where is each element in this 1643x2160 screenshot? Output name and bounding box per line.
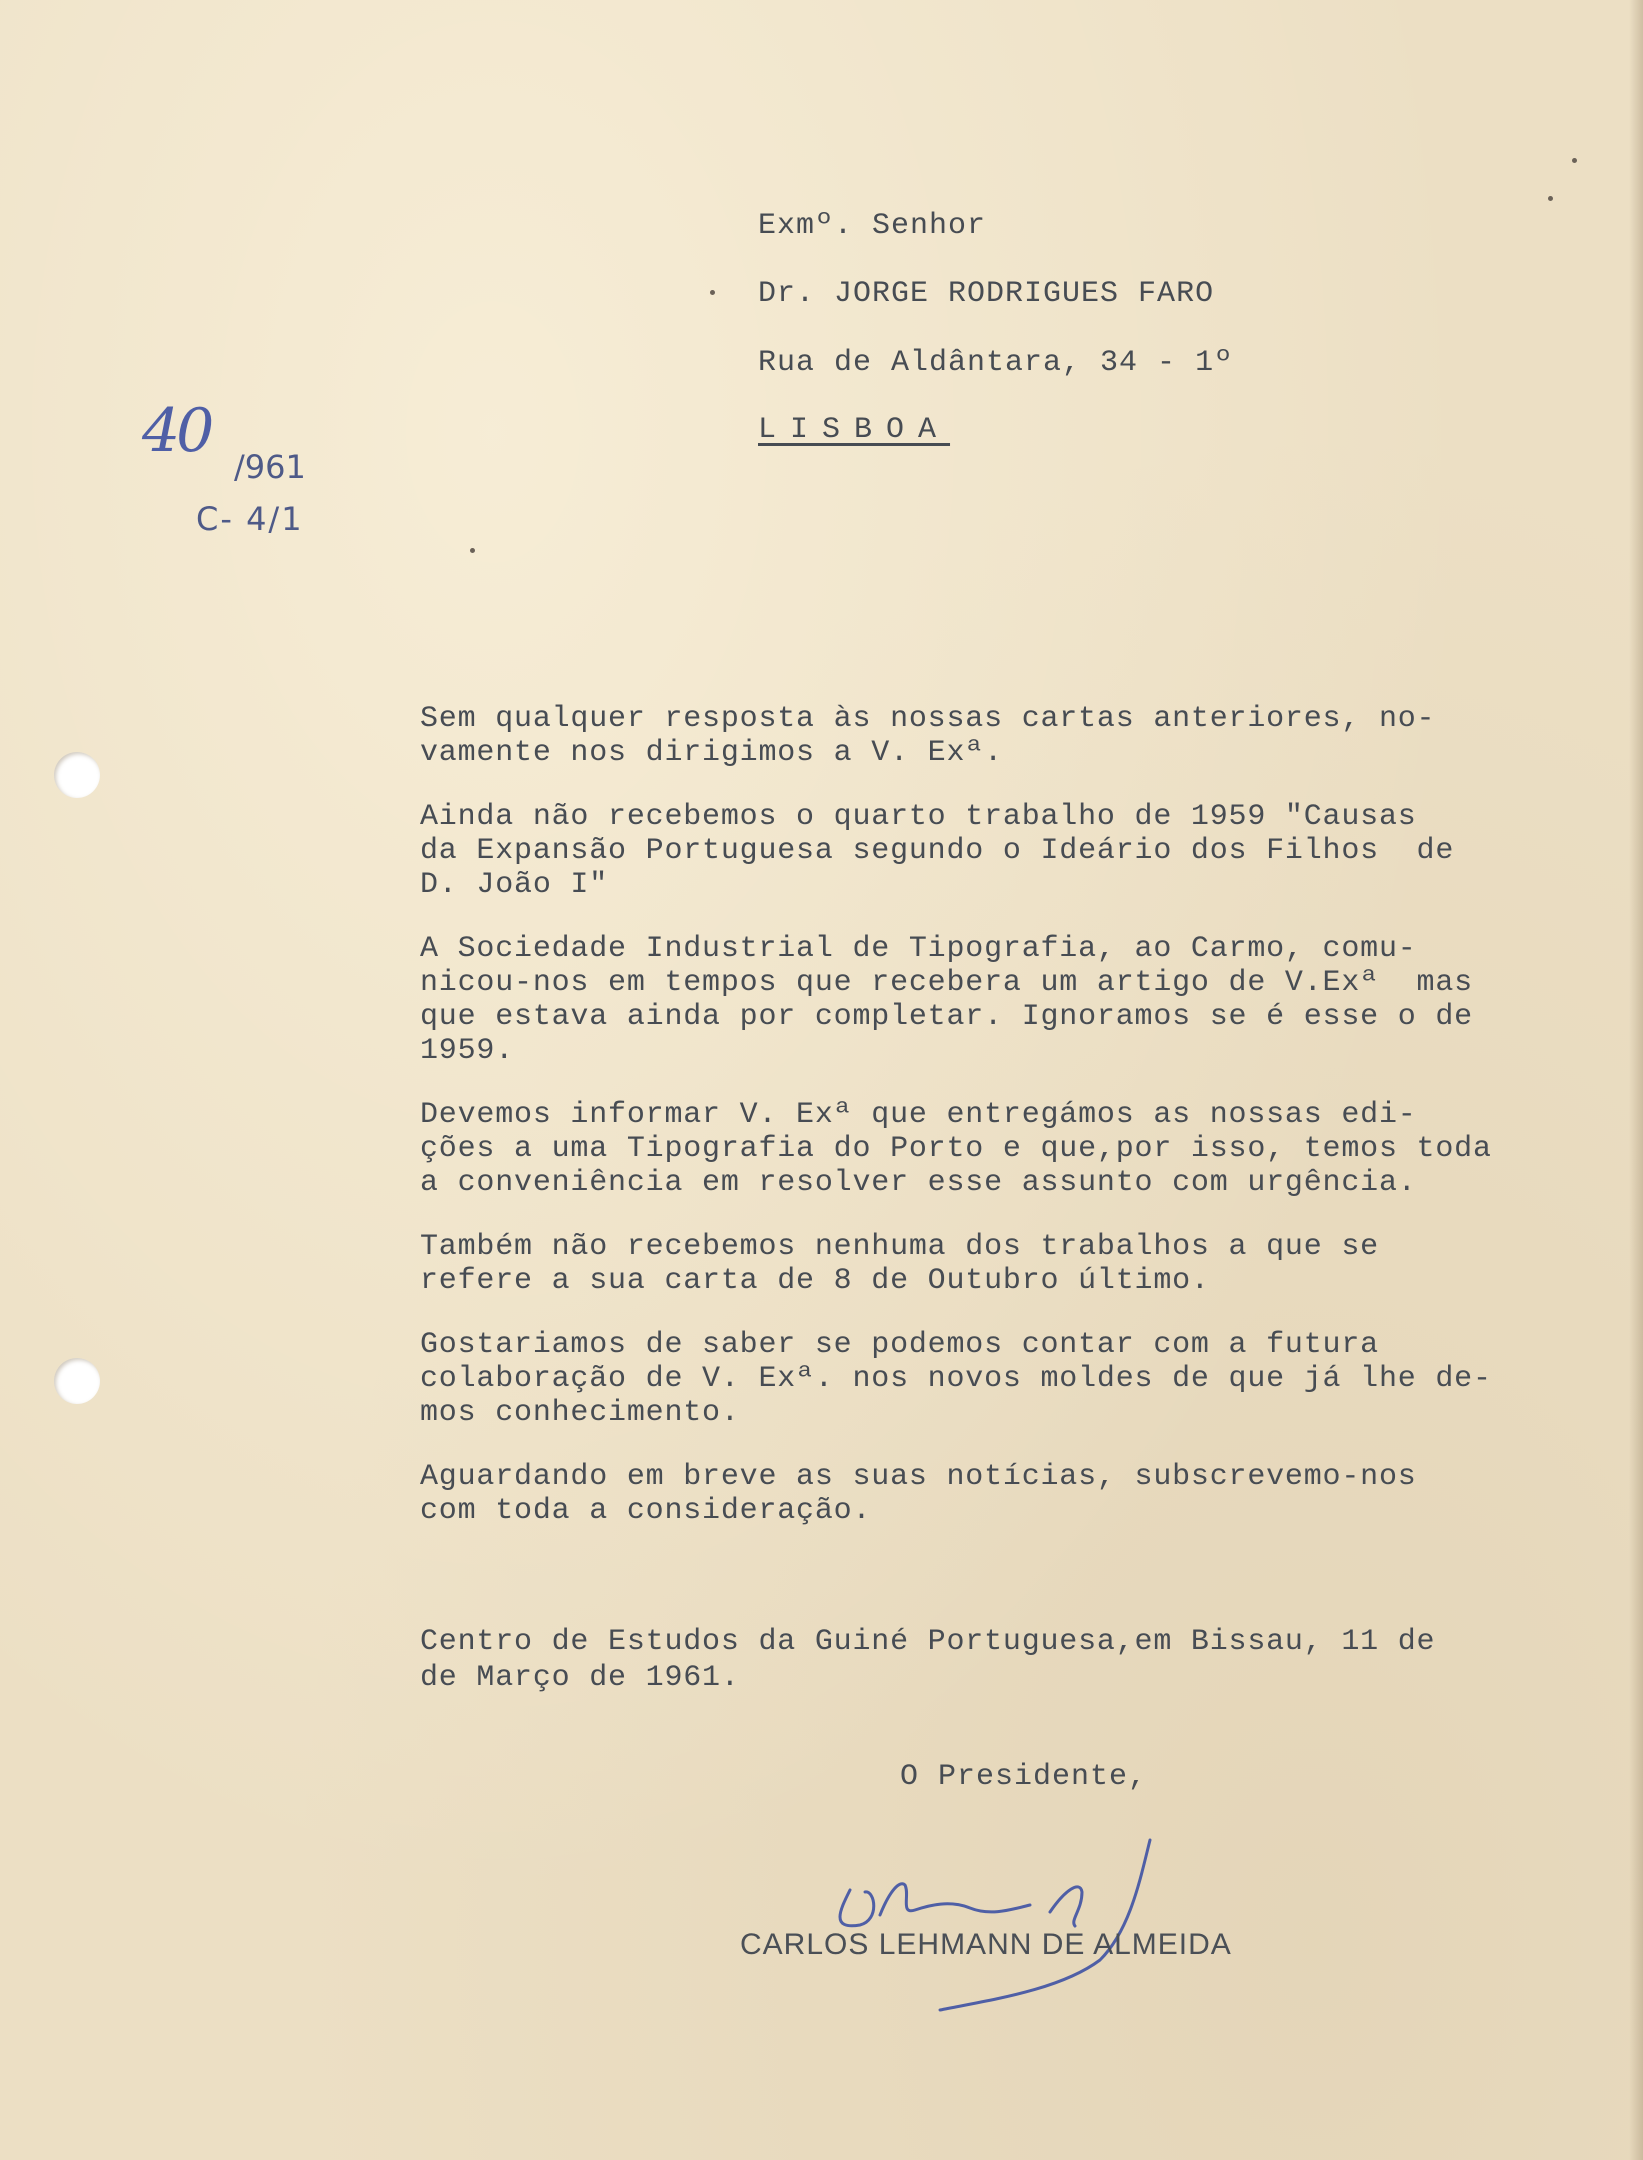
punch-hole-bottom	[54, 1358, 100, 1404]
address-street: Rua de Aldântara, 34 - 1º	[758, 346, 1234, 380]
reference-code: C- 4/1	[196, 500, 304, 538]
punch-hole-top	[54, 752, 100, 798]
address-city: LISBOA	[758, 413, 951, 447]
paragraph-2: Ainda não recebemos o quarto trabalho de 1959 "Causas da Expansão Portuguesa segundo o Ideário dos Filhos de D. João I"	[420, 800, 1455, 902]
signer-title: O Presidente,	[900, 1760, 1148, 1794]
address-name: Dr. JORGE RODRIGUES FARO	[758, 277, 1215, 311]
paragraph-6: Gostariamos de saber se podemos contar com a futura colaboração de V. Exª. nos novos moldes de que já lhe de- mos conhecimento.	[420, 1328, 1492, 1430]
place-and-date: Centro de Estudos da Guiné Portuguesa,em Bissau, 11 de de Março de 1961.	[420, 1625, 1436, 1695]
handwritten-reference-number: 40	[142, 396, 211, 466]
address-salutation: Exmº. Senhor	[758, 209, 987, 243]
paper-speck	[710, 290, 715, 295]
paper-speck	[470, 548, 475, 553]
reference-year: /961	[234, 448, 306, 486]
paper-speck	[1572, 158, 1577, 163]
page-edge-shadow	[1629, 0, 1643, 2160]
paper-speck	[1548, 196, 1553, 201]
letter-body	[420, 702, 1560, 1558]
handwritten-signature	[820, 1820, 1180, 2020]
paragraph-4: Devemos informar V. Exª que entregámos as nossas edi- ções a uma Tipografia do Porto e que,por isso, temos toda a conveniência em resolver esse assunto com urgência.	[420, 1098, 1492, 1200]
signer-name: CARLOS LEHMANN DE ALMEIDA	[740, 1928, 1232, 1961]
paragraph-1: Sem qualquer resposta às nossas cartas anteriores, no- vamente nos dirigimos a V. Exª.	[420, 702, 1436, 770]
paragraph-3: A Sociedade Industrial de Tipografia, ao Carmo, comu- nicou-nos em tempos que recebera um artigo de V.Exª mas que estava ainda por completar. Ignoramos se é esse o de 1959.	[420, 932, 1473, 1068]
paragraph-7: Aguardando em breve as suas notícias, subscrevemo-nos com toda a consideração.	[420, 1460, 1417, 1528]
paragraph-5: Também não recebemos nenhuma dos trabalhos a que se refere a sua carta de 8 de Outubro último.	[420, 1230, 1379, 1298]
